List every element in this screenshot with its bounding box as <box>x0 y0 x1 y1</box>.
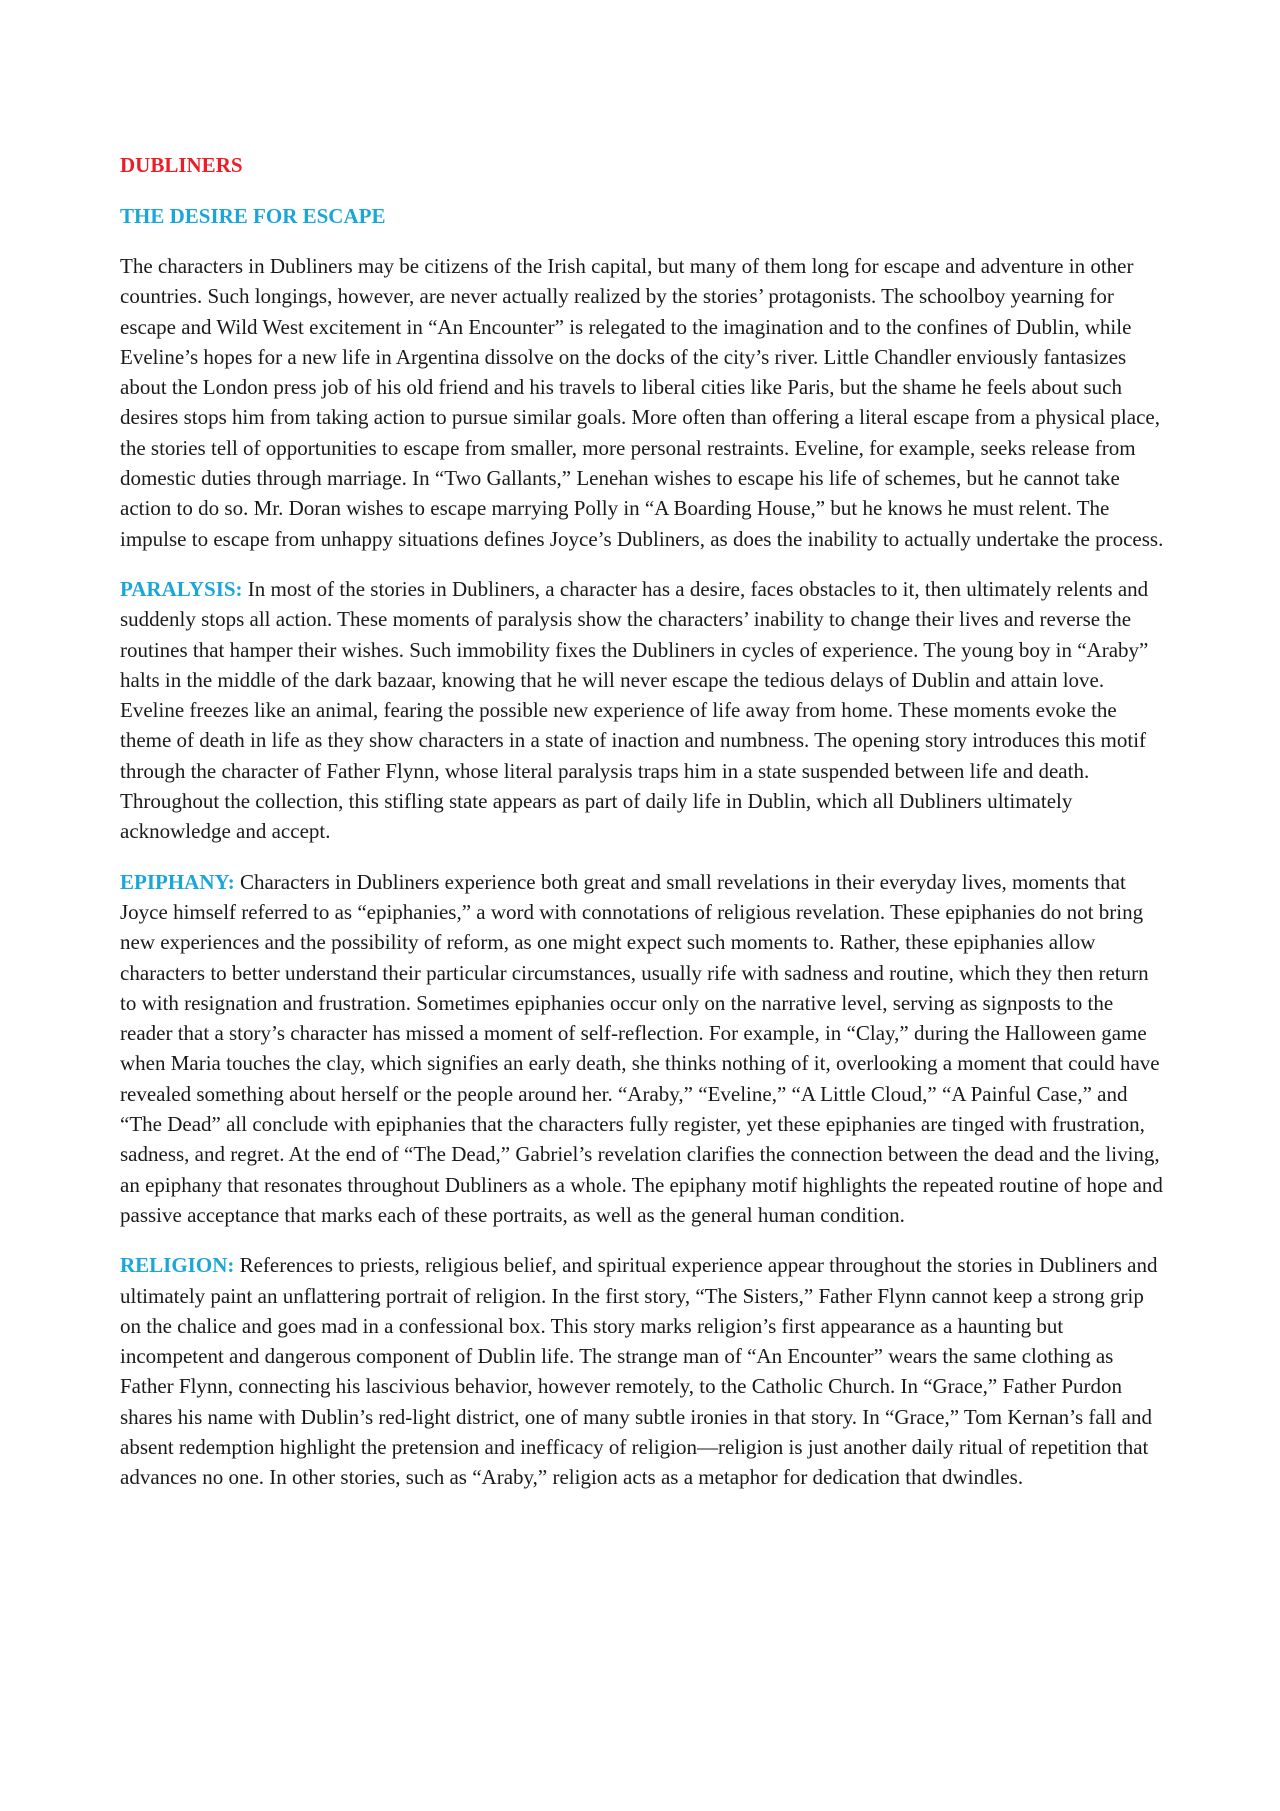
epiphany-term: EPIPHANY: <box>120 869 235 894</box>
intro-paragraph: The characters in Dubliners may be citizens of the Irish capital, but many of them long for escape and adventure in other countries. Such longings, however, are never actually realized by the stories’ protagonists. The schoolboy yearning for escape and Wild West excitement in “An Encounter” is relegated to the imagination and to the confines of Dublin, while Eveline’s hopes for a new life in Argentina dissolve on the docks of the city’s river. Little Chandler enviously fantasizes about the London press job of his old friend and his travels to liberal cities like Paris, but the shame he feels about such desires stops him from taking action to pursue similar goals. More often than offering a literal escape from a physical place, the stories tell of opportunities to escape from smaller, more personal restraints. Eveline, for example, seeks release from domestic duties through marriage. In “Two Gallants,” Lenehan wishes to escape his life of schemes, but he cannot take action to do so. Mr. Doran wishes to escape marrying Polly in “A Boarding House,” but he knows he must relent. The impulse to escape from unhappy situations defines Joyce’s Dubliners, as does the inability to actually undertake the process. <box>120 254 1164 551</box>
document-title: DUBLINERS <box>120 153 243 177</box>
paralysis-text: In most of the stories in Dubliners, a character has a desire, faces obstacles to it, then ultimately relents and suddenly stops all action. These moments of paralysis show the characters’ inability to change their lives and reverse the routines that hamper their wishes. Such immobility fixes the Dubliners in cycles of experience. The young boy in “Araby” halts in the middle of the dark bazaar, knowing that he will never escape the tedious delays of Dublin and attain love. Eveline freezes like an animal, fearing the possible new experience of life away from home. These moments evoke the theme of death in life as they show characters in a state of inaction and numbness. The opening story introduces this motif through the character of Father Flynn, whose literal paralysis traps him in a state suspended between life and death. Throughout the collection, this stifling state appears as part of daily life in Dublin, which all Dubliners ultimately acknowledge and accept. <box>120 576 1149 844</box>
religion-text: References to priests, religious belief, and spiritual experience appear throughout the stories in Dubliners and ultimately paint an unflattering portrait of religion. In the first story, “The Sisters,” Father Flynn cannot keep a strong grip on the chalice and goes mad in a confessional box. This story marks religion’s first appearance as a haunting but incompetent and dangerous component of Dublin life. The strange man of “An Encounter” wears the same clothing as Father Flynn, connecting his lascivious behavior, however remotely, to the Catholic Church. In “Grace,” Father Purdon shares his name with Dublin’s red-light district, one of many subtle ironies in that story. In “Grace,” Tom Kernan’s fall and absent redemption highlight the pretension and inefficacy of religion—religion is just another daily ritual of repetition that advances no one. In other stories, such as “Araby,” religion acts as a metaphor for dedication that dwindles. <box>120 1253 1158 1490</box>
epiphany-paragraph <box>120 867 1165 1231</box>
document-page <box>120 150 1165 1513</box>
religion-paragraph <box>120 1250 1165 1492</box>
paralysis-paragraph <box>120 574 1165 847</box>
religion-term: RELIGION: <box>120 1253 235 1278</box>
paralysis-term: PARALYSIS: <box>120 576 243 601</box>
section-heading: THE DESIRE FOR ESCAPE <box>120 204 386 228</box>
epiphany-text: Characters in Dubliners experience both great and small revelations in their everyday lives, moments that Joyce himself referred to as “epiphanies,” a word with connotations of religious revelation. These epiphanies do not bring new experiences and the possibility of reform, as one might expect such moments to. Rather, these epiphanies allow characters to better understand their particular circumstances, usually rife with sadness and routine, which they then return to with resignation and frustration. Sometimes epiphanies occur only on the narrative level, serving as signposts to the reader that a story’s character has missed a moment of self-reflection. For example, in “Clay,” during the Halloween game when Maria touches the clay, which signifies an early death, she thinks nothing of it, overlooking a moment that could have revealed something about herself or the people around her. “Araby,” “Eveline,” “A Little Cloud,” “A Painful Case,” and “The Dead” all conclude with epiphanies that the characters fully register, yet these epiphanies are tinged with frustration, sadness, and regret. At the end of “The Dead,” Gabriel’s revelation clarifies the connection between the dead and the living, an epiphany that resonates throughout Dubliners as a whole. The epiphany motif highlights the repeated routine of hope and passive acceptance that marks each of these portraits, as well as the general human condition. <box>120 869 1163 1227</box>
